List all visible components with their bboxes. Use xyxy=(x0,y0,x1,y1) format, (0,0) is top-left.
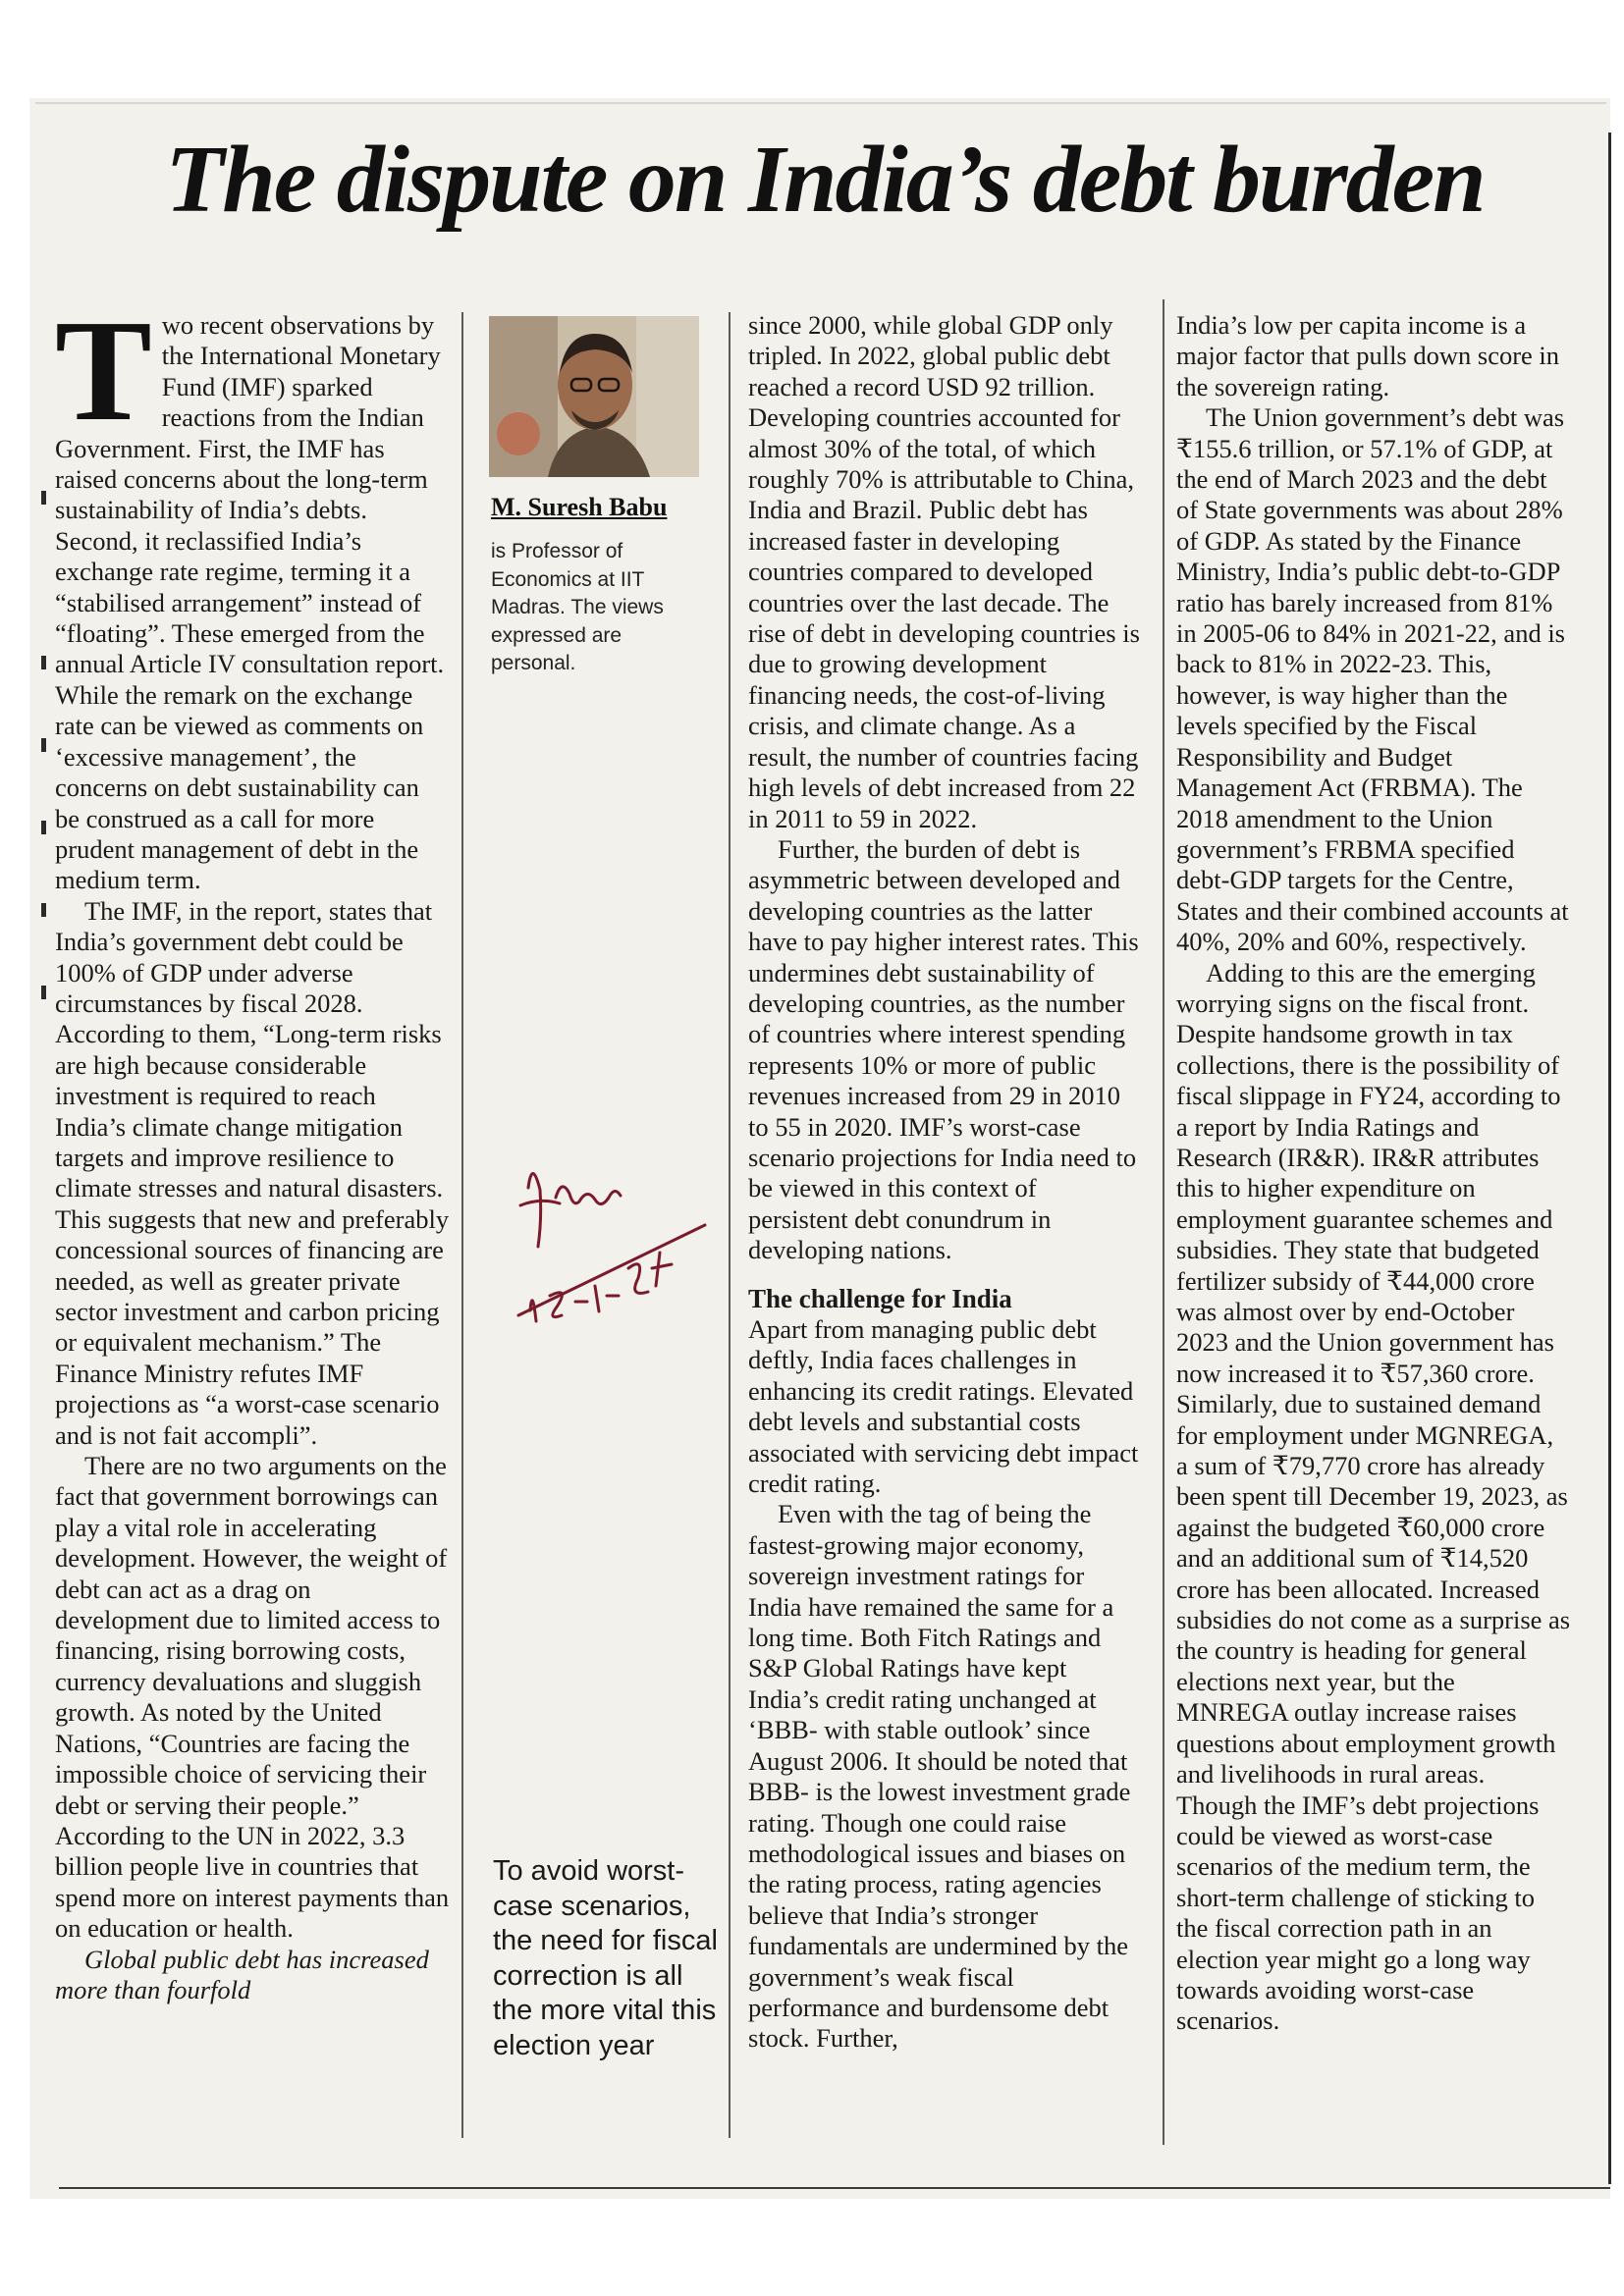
author-bio: is Professor of Economics at IIT Madras. The views expressed are personal. xyxy=(491,540,664,674)
right-rule xyxy=(1608,133,1611,2184)
column-divider xyxy=(461,312,463,2138)
drop-cap: T xyxy=(55,291,152,452)
margin-mark xyxy=(41,821,46,834)
paragraph: Further, the burden of debt is asymmetric between developed and developing countries as the latter have to pay higher interest rates. This undermines debt sustainability of developing countries, as the number of countries where interest spending represents 10% or more of public revenues increased from 29 in 2010 to 55 in 2020. IMF’s worst-case scenario projections for India need to be viewed in this context of persistent debt conundrum in developing nations. xyxy=(748,833,1139,1265)
author-photo xyxy=(489,316,699,477)
margin-mark xyxy=(41,738,46,752)
column-divider xyxy=(729,312,731,2138)
margin-mark xyxy=(41,903,46,917)
pull-quote: To avoid worst-case scenarios, the need for fiscal correction is all the more vital this election year xyxy=(493,1855,718,2061)
paragraph: India’s low per capita income is a major factor that pulls down score in the sovereign rating. xyxy=(1176,310,1560,401)
paragraph: Adding to this are the emerging worrying signs on the fiscal front. Despite handsome growth in tax collections, there is the possibility of fiscal slippage in FY24, according to a report by India Ratings and Research (IR&R). IR&R attributes this to higher expenditure on employment guarantee schemes and subsidies. They state that budgeted fertilizer subsidy of ₹44,000 crore was almost over by end-October 2023 and the Union government has now increased it to ₹57,360 crore. Similarly, due to sustained demand for employment under MGNREGA, a sum of ₹79,770 crore has already been spent till December 19, 2023, as against the budgeted ₹60,000 crore and an additional sum of ₹14,520 crore has been allocated. Increased subsidies do not come as a surprise as the country is heading for general elections next year, but the MNREGA outlay increase raises questions about employment growth and livelihoods in rural areas. Though the IMF’s debt projections could be viewed as worst-case scenarios of the medium term, the short-term challenge of sticking to the fiscal correction path in an election year might go a long way towards avoiding worst-case scenarios. xyxy=(1176,957,1571,2036)
handwritten-signature-date xyxy=(481,1129,717,1335)
paragraph: since 2000, while global GDP only tripled. In 2022, global public debt reached a record USD 92 trillion. Developing countries accounted for almost 30% of the total, of which roughly 70% is attributable to China, India and Brazil. Public debt has increased faster in developing countries compared to developed countries over the last decade. The rise of debt in developing countries is due to growing development financing needs, the cost-of-living crisis, and climate change. As a result, the number of countries facing high levels of debt increased from 22 in 2011 to 59 in 2022. xyxy=(748,310,1140,833)
signature-image xyxy=(481,1129,717,1335)
column-divider xyxy=(1163,299,1164,2145)
article-column-1 xyxy=(55,291,450,2005)
author-portrait-image xyxy=(489,316,699,477)
top-rule xyxy=(35,102,1606,104)
paragraph: Two recent observations by the International Monetary Fund (IMF) sparked reactions from the Indian Government. First, the IMF has raised concerns about the long-term sustainability of India’s debts. Second, it reclassified India’s exchange rate regime, terming it a “stabilised arrangement” instead of “floating”. These emerged from the annual Article IV consultation report. While the remark on the exchange rate can be viewed as comments on ‘excessive management’, the concerns on debt sustainability can be construed as a call for more prudent management of debt in the medium term. xyxy=(55,291,445,895)
paragraph: Global public debt has increased more than fourfold xyxy=(55,1944,429,2004)
author-name: M. Suresh Babu xyxy=(491,493,668,521)
margin-mark xyxy=(41,656,46,669)
article-column-4 xyxy=(1176,310,1571,2037)
article-column-3 xyxy=(748,310,1141,2055)
paragraph: Even with the tag of being the fastest-growing major economy, sovereign investment ratings for India have remained the same for a long time. Both Fitch Ratings and S&P Global Ratings have kept India’s credit rating unchanged at ‘BBB- with stable outlook’ since August 2006. It should be noted that BBB- is the lowest investment grade rating. Though one could raise methodological issues and biases on the rating process, rating agencies believe that India’s stronger fundamentals are undermined by the government’s weak fiscal performance and burdensome debt stock. Further, xyxy=(748,1499,1131,2054)
margin-mark xyxy=(41,986,46,999)
paragraph: Apart from managing public debt deftly, India faces challenges in enhancing its credit ratings. Elevated debt levels and substantial costs associated with servicing debt impact credit rating. xyxy=(748,1314,1139,1499)
bottom-rule xyxy=(59,2187,1610,2189)
headline: The dispute on India’s debt burden xyxy=(165,127,1485,233)
paragraph: The Union government’s debt was ₹155.6 trillion, or 57.1% of GDP, at the end of March 2023 and the debt of State governments was about 28% of GDP. As stated by the Finance Ministry, India’s public debt-to-GDP ratio has barely increased from 81% in 2005-06 to 84% in 2021-22, and is back to 81% in 2022-23. This, however, is way higher than the levels specified by the Fiscal Responsibility and Budget Management Act (FRBMA). The 2018 amendment to the Union government’s FRBMA specified debt-GDP targets for the Centre, States and their combined accounts at 40%, 20% and 60%, respectively. xyxy=(1176,402,1569,957)
paragraph: The IMF, in the report, states that India’s government debt could be 100% of GDP under adverse circumstances by fiscal 2028. According to them, “Long-term risks are high because considerable investment is required to reach India’s climate change mitigation targets and improve resilience to climate stresses and natural disasters. This suggests that new and preferably concessional sources of financing are needed, as well as greater private sector investment and carbon pricing or equivalent mechanism.” The Finance Ministry refutes IMF projections as “a worst-case scenario and is not fait accompli”. xyxy=(55,895,450,1450)
margin-mark xyxy=(41,491,46,505)
paragraph: There are no two arguments on the fact that government borrowings can play a vital role in accelerating development. However, the weight of debt can act as a drag on development due to limited access to financing, rising borrowing costs, currency devaluations and sluggish growth. As noted by the United Nations, “Countries are facing the impossible choice of servicing their debt or serving their people.” According to the UN in 2022, 3.3 billion people live in countries that spend more on interest payments than on education or health. xyxy=(55,1451,450,1944)
subheading: The challenge for India xyxy=(748,1283,1012,1313)
